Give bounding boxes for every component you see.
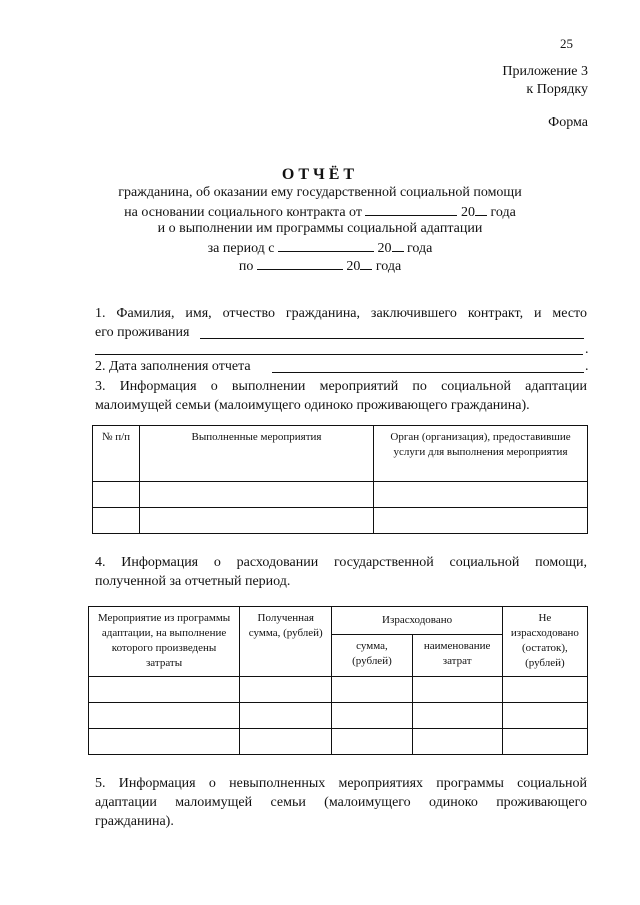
report-title: ОТЧЁТ [281, 166, 359, 183]
table-cell[interactable] [140, 508, 374, 534]
period-from-field[interactable] [278, 238, 374, 252]
table-cell[interactable] [502, 677, 587, 703]
table-cell[interactable] [332, 729, 412, 755]
table-cell[interactable] [240, 729, 332, 755]
section-2-label: 2. Дата заполнения отчета [95, 359, 251, 374]
subtitle-line-5 [0, 256, 640, 276]
table-cell[interactable] [93, 482, 140, 508]
page-number: 25 [560, 36, 573, 51]
table-cell[interactable] [240, 677, 332, 703]
table-row [93, 508, 588, 534]
subtitle-line-2-text: на основании социального контракта от [124, 205, 362, 220]
table-cell[interactable] [412, 677, 502, 703]
contract-date-field[interactable] [365, 202, 457, 216]
section-5-text: 5. Информация о невыполненных мероприятиях программы социальной адаптации малоимущей семьи (малоимущего одиноко проживающего гражданина). [95, 776, 587, 829]
subtitle-line-2 [0, 202, 640, 222]
table-cell[interactable] [332, 677, 412, 703]
subtitle-line-1: гражданина, об оказании ему государственной социальной помощи [118, 185, 522, 200]
section-1-text: 1. Фамилия, имя, отчество гражданина, заключившего контракт, и место [95, 306, 587, 321]
table2-header-activity: Мероприятие из программы адаптации, на выполнение которого произведены затраты [89, 607, 240, 677]
table2-header-remaining: Не израсходовано (остаток), (рублей) [502, 607, 587, 677]
expenses-table [88, 606, 588, 755]
table-row [89, 729, 588, 755]
table1-header-number: № п/п [93, 426, 140, 482]
fill-date-field[interactable] [272, 372, 584, 373]
residence-field-continued[interactable] [95, 354, 583, 355]
period-from-year-field[interactable] [392, 238, 404, 252]
section-4-text: 4. Информация о расходовании государственной социальной помощи, полученной за отчетный период. [95, 555, 587, 589]
period-to-label: по [238, 259, 254, 274]
table-cell[interactable] [332, 703, 412, 729]
table-row [93, 482, 588, 508]
table-cell[interactable] [89, 729, 240, 755]
table-row [89, 703, 588, 729]
subtitle-line-4 [0, 238, 640, 258]
table2-header-received: Полученная сумма, (рублей) [240, 607, 332, 677]
contract-year-field[interactable] [475, 202, 487, 216]
form-label: Форма [548, 115, 588, 130]
table-cell[interactable] [374, 482, 588, 508]
table-cell[interactable] [89, 677, 240, 703]
period-from-label: за период с [207, 241, 275, 256]
year-word: года [407, 241, 433, 256]
table-cell[interactable] [140, 482, 374, 508]
table2-header-spent-name: наименование затрат [412, 635, 502, 677]
year-prefix: 20 [377, 241, 392, 256]
table-cell[interactable] [93, 508, 140, 534]
table-cell[interactable] [502, 703, 587, 729]
table-cell[interactable] [502, 729, 587, 755]
table1-header-organization: Орган (организация), предоставившие услуги для выполнения мероприятия [374, 426, 588, 482]
activities-table [92, 425, 588, 534]
table-cell[interactable] [412, 729, 502, 755]
year-word: года [490, 205, 516, 220]
period-mark: . [585, 359, 589, 374]
residence-field[interactable] [200, 338, 584, 339]
section-3-text: 3. Информация о выполнении мероприятий по социальной адаптации малоимущей семьи (малоимущего одиноко проживающего гражданина). [95, 379, 587, 413]
subtitle-line-3: и о выполнении им программы социальной адаптации [157, 221, 483, 236]
table-row [89, 677, 588, 703]
period-to-year-field[interactable] [360, 256, 372, 270]
table2-header-spent-sum: сумма, (рублей) [332, 635, 412, 677]
table-cell[interactable] [412, 703, 502, 729]
period-mark: . [585, 342, 589, 357]
section-1-residence-label: его проживания [95, 325, 190, 340]
table-cell[interactable] [240, 703, 332, 729]
table-cell[interactable] [374, 508, 588, 534]
appendix-line-1: Приложение 3 [502, 64, 588, 79]
year-prefix: 20 [346, 259, 361, 274]
year-word: года [375, 259, 402, 274]
appendix-line-2: к Порядку [526, 82, 588, 97]
period-to-field[interactable] [257, 256, 343, 270]
table-cell[interactable] [89, 703, 240, 729]
table2-header-spent: Израсходовано [332, 607, 502, 635]
year-prefix: 20 [460, 205, 475, 220]
table1-header-activities: Выполненные мероприятия [140, 426, 374, 482]
